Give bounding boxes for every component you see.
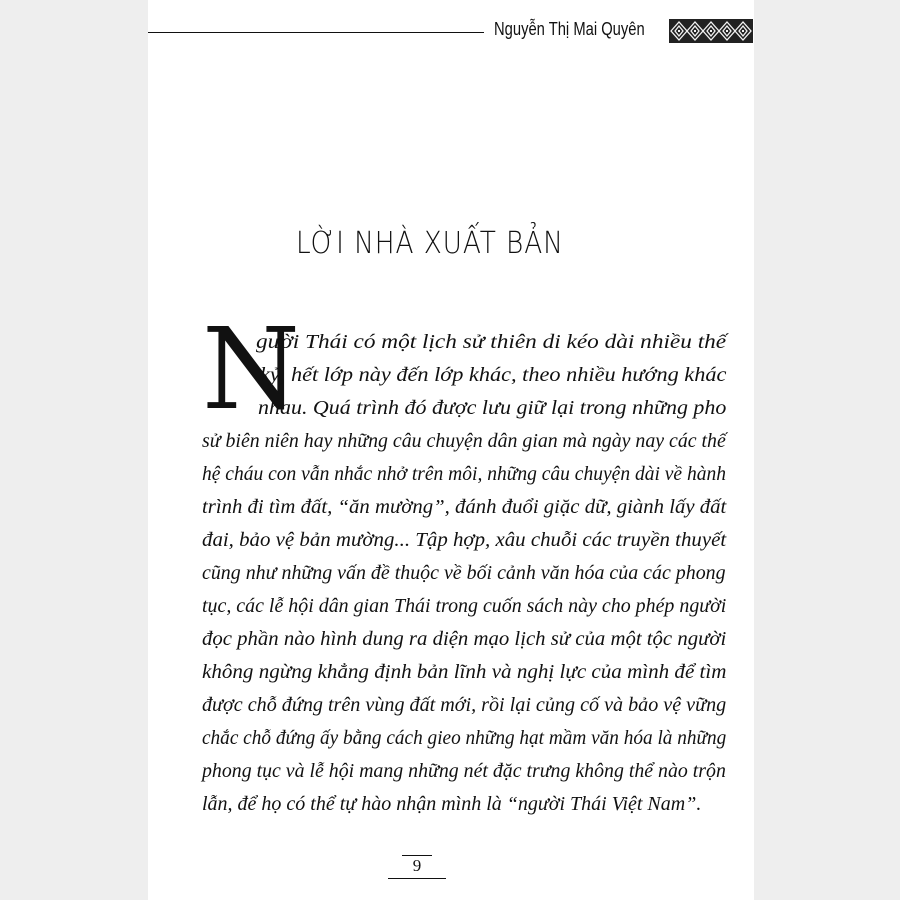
book-page [148,0,754,900]
body-line: cũng như những vấn đề thuộc về bối cảnh văn hóa của các phong [202,562,726,584]
chapter-title: LỜI NHÀ XUẤT BẢN [296,226,564,261]
body-line: tục, các lễ hội dân gian Thái trong cuốn sách này cho phép người [202,595,727,617]
header-author: Nguyễn Thị Mai Quyên [494,19,645,39]
woven-ornament-icon [669,19,753,43]
body-line: hệ cháu con vẫn nhắc nhở trên môi, những câu chuyện dài về hành [202,463,727,485]
page-number: 9 [412,856,422,875]
body-line: lẫn, để họ có thể tự hào nhận mình là “người Thái Việt Nam”. [202,793,702,815]
body-line: được chỗ đứng trên vùng đất mới, rồi lại củng cố và bảo vệ vững [202,694,727,716]
body-line: trình đi tìm đất, “ăn mường”, đánh đuổi giặc dữ, giành lấy đất [202,496,727,518]
body-line: kỷ, hết lớp này đến lớp khác, theo nhiều hướng khác [260,364,727,386]
header-rule [148,32,484,33]
drop-cap: N [202,305,300,435]
body-line: phong tục và lễ hội mang những nét đặc trưng không thể nào trộn [202,760,726,782]
body-line: không ngừng khẳng định bản lĩnh và nghị lực của mình để tìm [202,661,727,683]
body-line: đai, bảo vệ bản mường... Tập hợp, xâu chuỗi các truyền thuyết [202,529,727,551]
body-line: gười Thái có một lịch sử thiên di kéo dài nhiều thế [256,331,727,353]
body-line: nhau. Quá trình đó được lưu giữ lại trong những pho [258,397,727,419]
page-number-rule-bottom [388,878,446,879]
body-line: sử biên niên hay những câu chuyện dân gian mà ngày nay các thế [202,430,726,452]
body-line: đọc phần nào hình dung ra diện mạo lịch sử của một tộc người [202,628,727,650]
body-line: chắc chỗ đứng ấy bằng cách gieo những hạt mầm văn hóa là những [202,727,727,749]
